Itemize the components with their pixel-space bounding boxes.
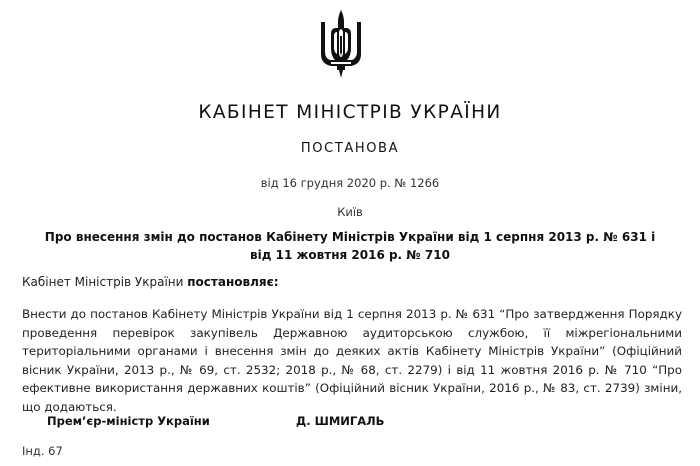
intro-paragraph: [22, 275, 682, 289]
cabinet-title: КАБІНЕТ МІНІСТРІВ УКРАЇНИ: [198, 102, 502, 123]
document-subject: Про внесення змін до постанов Кабінету Міністрів України від 1 серпня 2013 р. № 631 і від 11 жовтня 2016 р. № 710: [44, 230, 656, 262]
document-type: ПОСТАНОВА: [300, 141, 400, 156]
intro-verb: постановляє:: [187, 275, 279, 289]
body-paragraph: Внести до постанов Кабінету Міністрів України від 1 серпня 2013 р. № 631 “Про затвердження Порядку проведення перевірок закупівель Державною аудиторською службою, її міжрегіональними територіальними органами і внесення змін до деяких актів Кабінету Міністрів України” (Офіційний вісник України, 2013 р., № 69, ст. 2532; 2018 р., № 68, ст. 2279) і від 11 жовтня 2016 р. № 710 “Про ефективне використання державних коштів” (Офіційний вісник України, 2016 р., № 83, ст. 2739) зміни, що додаються.: [22, 307, 682, 414]
intro-prefix: Кабінет Міністрів України: [22, 275, 188, 289]
document-index: Інд. 67: [22, 444, 63, 458]
document-city: Київ: [337, 205, 363, 219]
signatory-position: Прем’єр-міністр України: [47, 414, 210, 428]
tryzub-emblem-icon: [317, 8, 365, 80]
document-date: від 16 грудня 2020 р. № 1266: [260, 176, 440, 190]
signatory-name: Д. ШМИГАЛЬ: [296, 414, 385, 428]
